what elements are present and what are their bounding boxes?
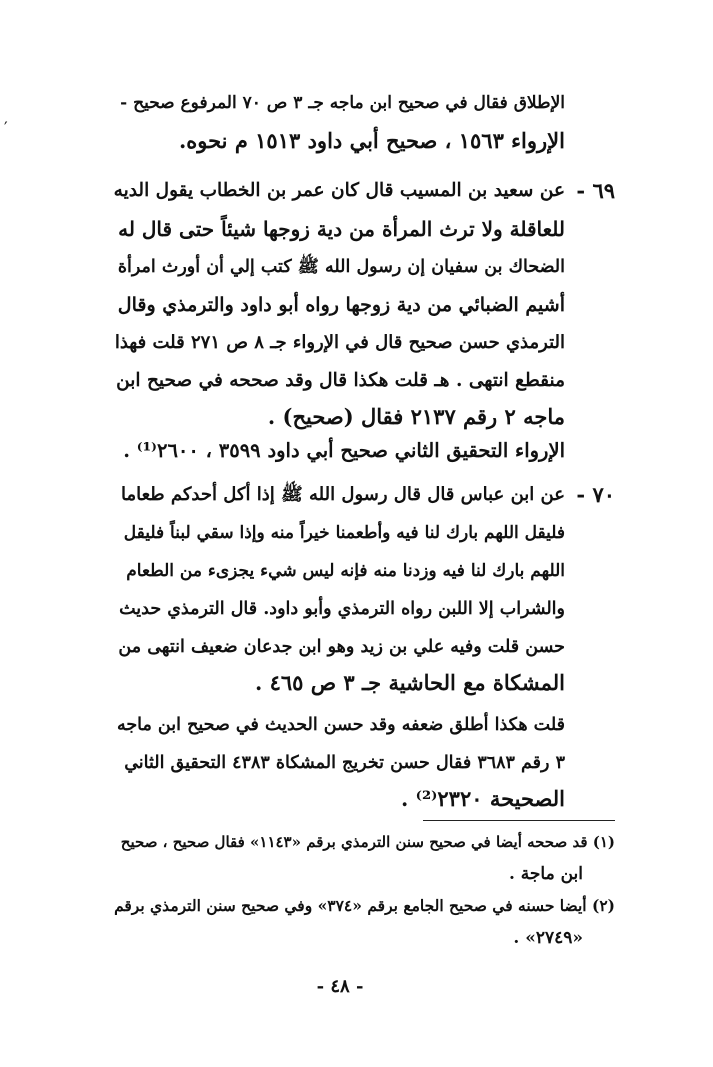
hadith-69-line-3: الضحاك بن سفيان إن رسول الله ﷺ كتب إلي أن أورث امرأة xyxy=(117,257,565,277)
hadith-69-line-1: عن سعيد بن المسيب قال كان عمر بن الخطاب يقول الديه xyxy=(113,180,565,201)
hadith-70-line-5: حسن قلت وفيه علي بن زيد وهو ابن جدعان ضعيف انتهى من xyxy=(118,637,565,657)
hadith-69-line-7: ماجه ٢ رقم ٢١٣٧ فقال (صحيح) . xyxy=(267,404,565,429)
hadith-69-line-5: الترمذي حسن صحيح قال في الإرواء جـ ٨ ص ٢٧١ قلت فهذا xyxy=(114,332,565,353)
hadith-69-line-2: للعاقلة ولا ترث المرأة من دية زوجها شيئاً حتى قال له xyxy=(118,217,565,241)
after-70-line-1: قلت هكذا أطلق ضعفه وقد حسن الحديث في صحيح ابن ماجه xyxy=(116,715,565,735)
intro-line-1: الإطلاق فقال في صحيح ابن ماجه جـ ٣ ص ٧٠ المرفوع صحيح - xyxy=(120,93,565,113)
after-70-line-3: الصحيحة ٢٣٢٠⁽²⁾ . xyxy=(401,786,565,811)
hadith-69-line-4: أشيم الضبائي من دية زوجها رواه أبو داود والترمذي وقال xyxy=(117,294,565,316)
hadith-69-number: ٦٩ - xyxy=(576,178,615,203)
page-number: - ٤٨ - xyxy=(316,976,364,997)
hadith-69-line-8: الإرواء التحقيق الثاني صحيح أبي داود ٣٥٩٩ ، ٢٦٠٠⁽¹⁾ . xyxy=(123,439,565,462)
hadith-70-line-4: والشراب إلا اللبن رواه الترمذي وأبو داود. قال الترمذي حديث xyxy=(119,599,565,619)
hadith-70-number: ٧٠ - xyxy=(576,482,615,507)
margin-mark: ′ xyxy=(4,118,8,137)
hadith-70-line-6: المشكاة مع الحاشية جـ ٣ ص ٤٦٥ . xyxy=(254,670,565,695)
after-70-line-2: ٣ رقم ٣٦٨٣ فقال حسن تخريج المشكاة ٤٣٨٣ التحقيق الثاني xyxy=(124,753,565,773)
footnote-2-line-2: «٢٧٤٩» . xyxy=(513,928,583,948)
hadith-70-line-1: عن ابن عباس قال قال رسول الله ﷺ إذا أكل أحدكم طعاما xyxy=(120,484,565,505)
hadith-69-line-6: منقطع انتهى . هـ قلت هكذا قال وقد صححه في صحيح ابن xyxy=(116,370,565,391)
hadith-70-line-2: فليقل اللهم بارك لنا فيه وأطعمنا خيراً منه وإذا سقي لبناً فليقل xyxy=(123,523,565,543)
footnote-1-line-1: (١) قد صححه أيضا في صحيح سنن الترمذي برقم «١١٤٣» فقال صحيح ، صحيح xyxy=(120,833,615,851)
footnote-divider xyxy=(423,820,615,821)
intro-line-2: الإرواء ١٥٦٣ ، صحيح أبي داود ١٥١٣ م نحوه. xyxy=(178,128,565,153)
footnote-2-line-1: (٢) أيضا حسنه في صحيح الجامع برقم «٣٧٤» وفي صحيح سنن الترمذي برقم xyxy=(114,896,615,915)
footnote-1-line-2: ابن ماجة . xyxy=(508,864,583,884)
hadith-70-line-3: اللهم بارك لنا فيه وزدنا منه فإنه ليس شيء يجزىء من الطعام xyxy=(126,561,565,581)
